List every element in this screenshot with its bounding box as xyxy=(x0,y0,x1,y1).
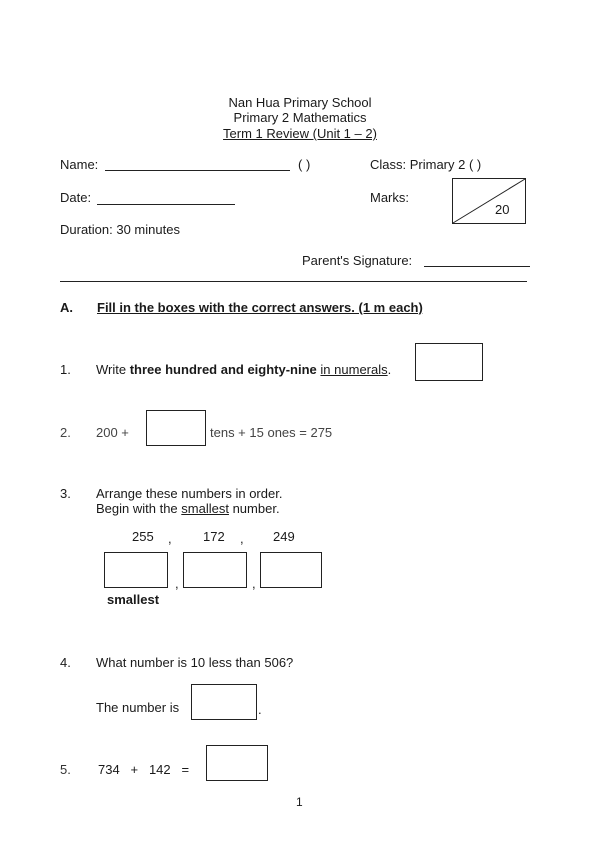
question-1-number: 1. xyxy=(60,362,71,377)
question-5-answer-box[interactable] xyxy=(206,745,268,781)
date-label: Date: xyxy=(60,190,92,205)
subject-title: Primary 2 Mathematics xyxy=(233,110,367,125)
number-item: 255 xyxy=(132,529,154,544)
number-separator: , xyxy=(240,531,244,546)
number-item: 249 xyxy=(273,529,295,544)
question-3-answer-box-3[interactable] xyxy=(260,552,322,588)
date-field[interactable] xyxy=(97,204,235,205)
parent-signature-label: Parent's Signature: xyxy=(302,253,413,268)
question-3-line2: Begin with the smallest number. xyxy=(96,501,280,516)
box-separator: , xyxy=(175,576,179,591)
question-3-answer-box-2[interactable] xyxy=(183,552,247,588)
question-1-answer-box[interactable] xyxy=(415,343,483,381)
question-2-part1: 200 + xyxy=(96,425,129,440)
question-3-line1: Arrange these numbers in order. xyxy=(96,486,283,501)
question-1-text: Write three hundred and eighty-nine in numerals. xyxy=(96,362,392,377)
smallest-label: smallest xyxy=(107,592,160,607)
question-2-part2: tens + 15 ones = 275 xyxy=(210,425,333,440)
name-field[interactable] xyxy=(105,170,290,171)
question-5-expression: 734 + 142 = xyxy=(98,762,190,777)
name-label: Name: xyxy=(60,157,99,172)
register-number-parens: ( ) xyxy=(298,157,311,172)
header-divider xyxy=(60,281,527,282)
question-4-answer-label: The number is xyxy=(96,700,180,715)
marks-total: 20 xyxy=(495,202,510,217)
class-label: Class: Primary 2 ( ) xyxy=(370,157,482,172)
question-4-answer-box[interactable] xyxy=(191,684,257,720)
question-4-text: What number is 10 less than 506? xyxy=(96,655,294,670)
box-separator: , xyxy=(252,576,256,591)
question-4-number: 4. xyxy=(60,655,71,670)
parent-signature-field[interactable] xyxy=(424,266,530,267)
question-2-answer-box[interactable] xyxy=(146,410,206,446)
question-3-number: 3. xyxy=(60,486,71,501)
question-2-number: 2. xyxy=(60,425,71,440)
school-name: Nan Hua Primary School xyxy=(228,95,372,110)
section-letter: A. xyxy=(60,300,73,315)
question-4-answer-end: . xyxy=(258,702,262,717)
section-instruction: Fill in the boxes with the correct answers. (1 m each) xyxy=(97,300,423,315)
question-3-answer-box-1[interactable] xyxy=(104,552,168,588)
question-5-number: 5. xyxy=(60,762,71,777)
marks-box[interactable] xyxy=(452,178,526,224)
marks-label: Marks: xyxy=(370,190,409,205)
number-separator: , xyxy=(168,531,172,546)
duration-text: Duration: 30 minutes xyxy=(60,222,180,237)
page-number: 1 xyxy=(296,795,303,809)
term-title: Term 1 Review (Unit 1 – 2) xyxy=(223,126,377,141)
number-item: 172 xyxy=(203,529,225,544)
